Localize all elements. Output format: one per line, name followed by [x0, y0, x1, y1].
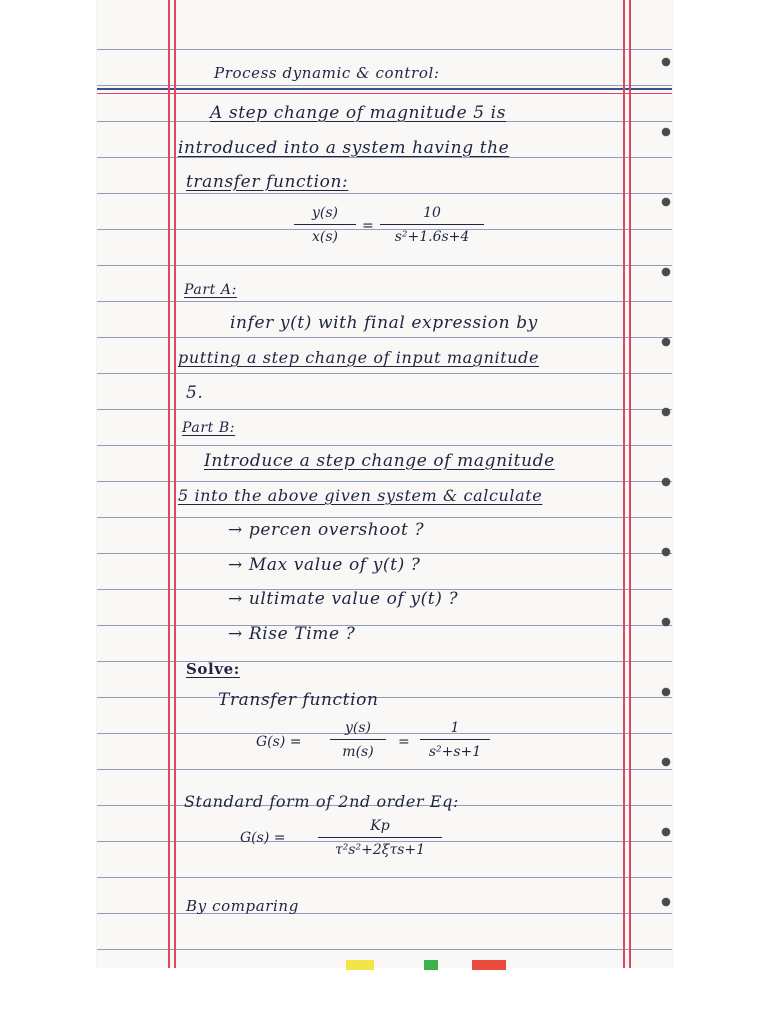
page-title: Process dynamic & control:	[214, 64, 440, 82]
tf-rhs-denominator: s²+1.6s+4	[394, 229, 470, 245]
problem-line-2: introduced into a system having the	[178, 138, 510, 158]
page-bottom-strip	[97, 968, 672, 1024]
transfer-function-label: Transfer function	[218, 690, 379, 710]
binder-hole	[662, 128, 670, 136]
yellow-tab	[346, 960, 374, 970]
tf-fraction-lhs	[294, 205, 356, 245]
part-b-item: → percen overshoot ?	[228, 520, 425, 540]
g-equals: =	[398, 734, 410, 750]
green-tab	[424, 960, 438, 970]
part-b-item: → Max value of y(t) ?	[228, 555, 421, 575]
by-comparing-label: By comparing	[186, 897, 299, 915]
tf-equals: =	[362, 218, 374, 234]
tf-numerator: y(s)	[294, 205, 356, 225]
red-tab	[472, 960, 506, 970]
g-lhs: G(s) =	[256, 734, 302, 750]
problem-line-3: transfer function:	[186, 172, 349, 192]
std-numerator: Kp	[318, 818, 442, 838]
left-margin-line	[168, 0, 170, 968]
binder-hole	[662, 198, 670, 206]
std-fraction	[318, 818, 442, 858]
binder-hole	[662, 338, 670, 346]
binder-hole	[662, 758, 670, 766]
binder-hole	[662, 478, 670, 486]
part-b-item: → ultimate value of y(t) ?	[228, 589, 459, 609]
right-margin-line-2	[629, 0, 631, 968]
g-fraction-rhs	[420, 720, 490, 760]
part-b-item: → Rise Time ?	[228, 624, 356, 644]
binder-hole	[662, 828, 670, 836]
header-rule-red	[97, 93, 672, 94]
binder-hole	[662, 408, 670, 416]
problem-line-1: A step change of magnitude 5 is	[210, 103, 507, 123]
tf-rhs-numerator: 10	[380, 205, 484, 225]
solve-heading: Solve:	[186, 660, 240, 678]
binder-hole	[662, 688, 670, 696]
part-a-line-1: infer y(t) with final expression by	[230, 313, 538, 333]
g-rhs-denominator: s²+s+1	[428, 744, 482, 760]
std-denominator: τ²s²+2ξτs+1	[334, 842, 426, 858]
g-numerator: y(s)	[330, 720, 386, 740]
part-a-heading: Part A:	[184, 282, 237, 298]
binder-hole	[662, 548, 670, 556]
g-denominator: m(s)	[342, 744, 374, 760]
g-fraction-lhs	[330, 720, 386, 760]
part-a-line-2: putting a step change of input magnitude	[178, 348, 540, 367]
tf-fraction-rhs	[380, 205, 484, 245]
part-b-line-2: 5 into the above given system & calculate	[178, 486, 543, 505]
part-b-heading: Part B:	[182, 420, 236, 436]
standard-form-label: Standard form of 2nd order Eq:	[184, 792, 459, 811]
binder-hole	[662, 58, 670, 66]
std-lhs: G(s) =	[240, 830, 286, 846]
part-a-line-3: 5.	[186, 383, 204, 403]
right-margin-line	[623, 0, 625, 968]
left-margin-line-2	[174, 0, 176, 968]
binder-hole	[662, 618, 670, 626]
binder-hole	[662, 898, 670, 906]
binder-hole	[662, 268, 670, 276]
tf-denominator: x(s)	[311, 229, 338, 245]
part-b-line-1: Introduce a step change of magnitude	[204, 451, 555, 471]
header-rule	[97, 88, 672, 90]
g-rhs-numerator: 1	[420, 720, 490, 740]
